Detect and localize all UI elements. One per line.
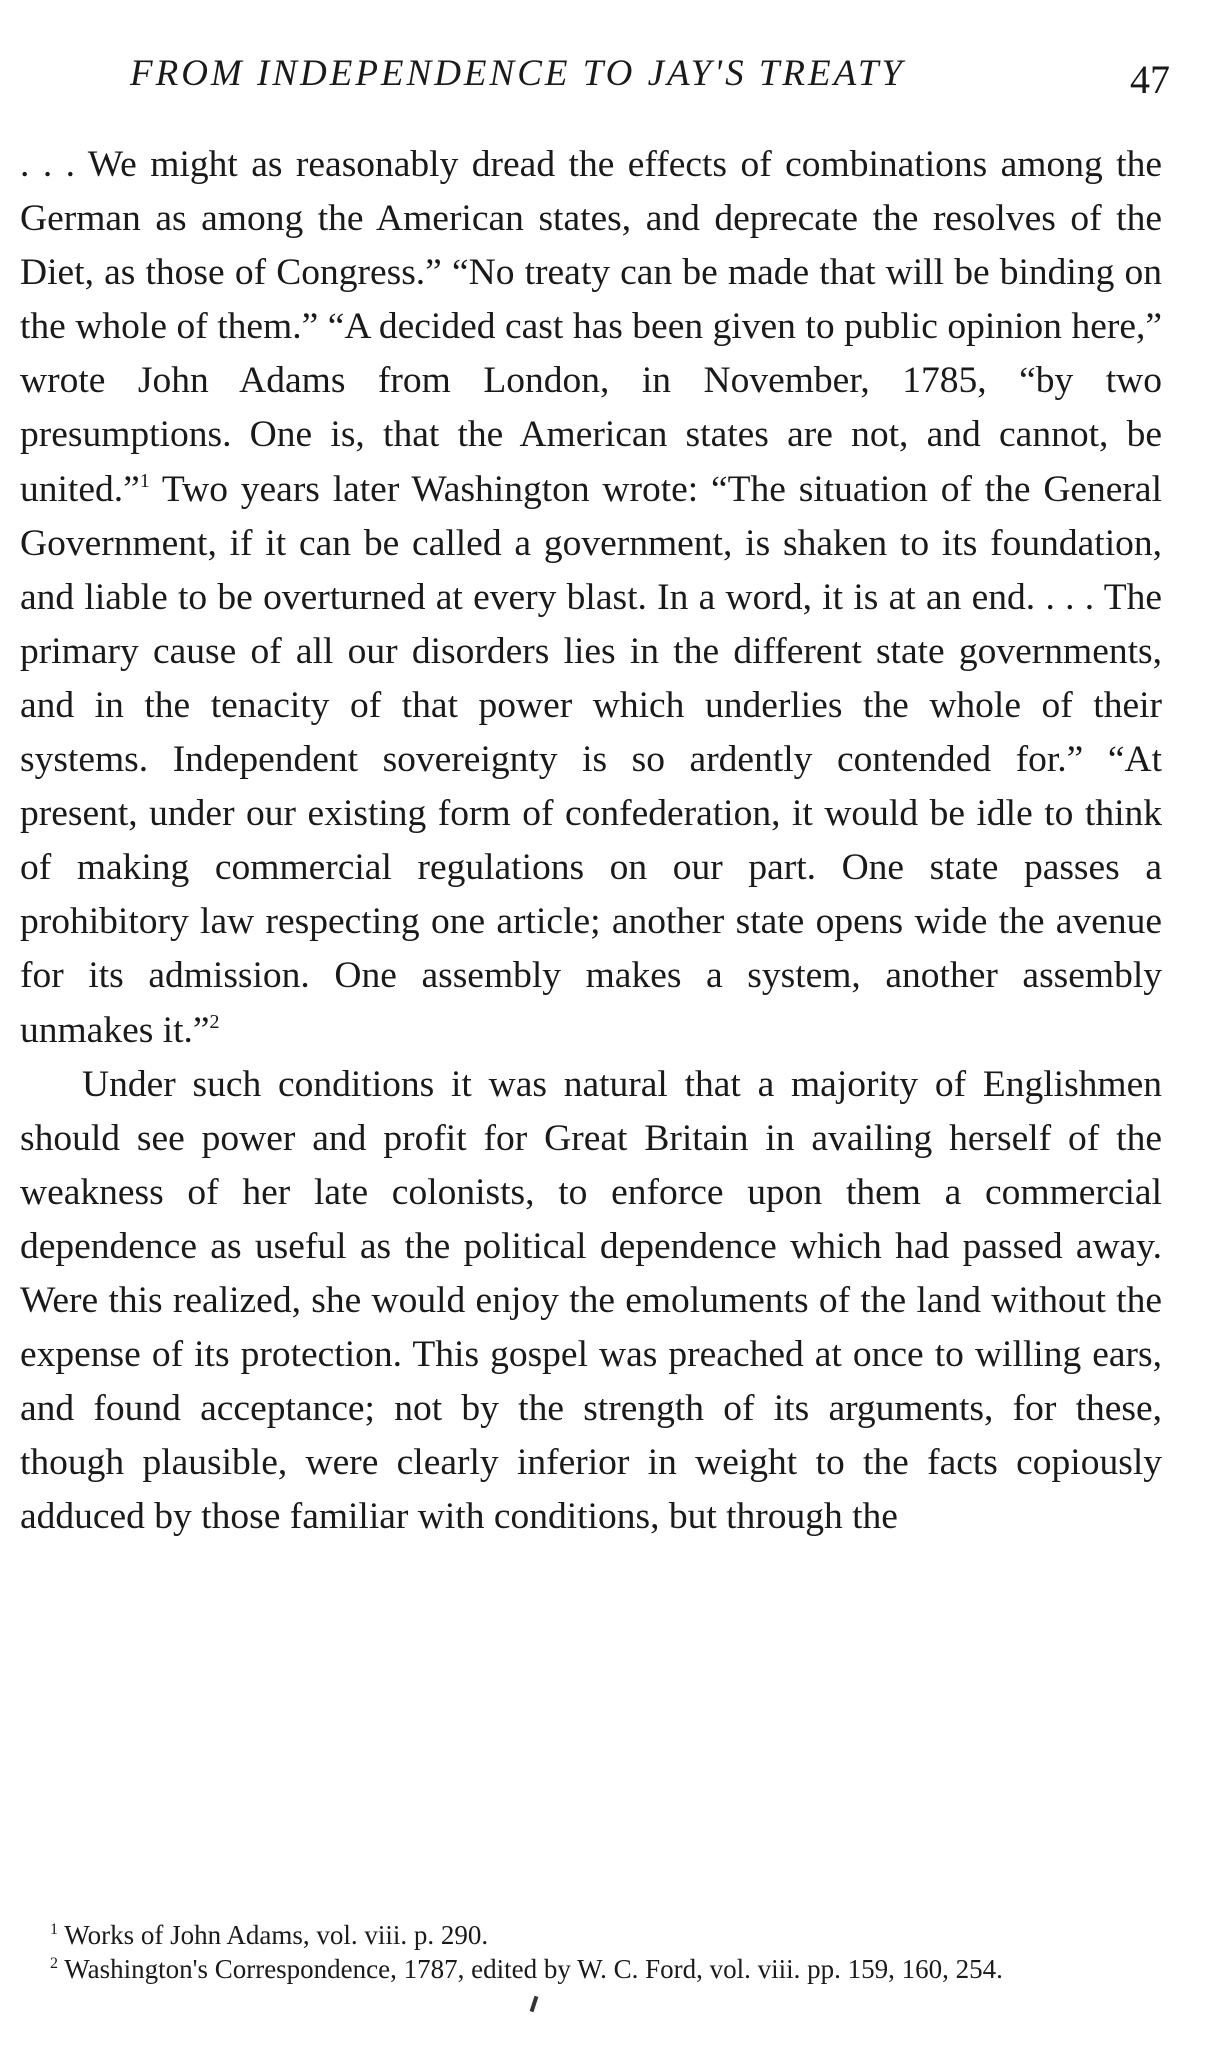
footnote-1 xyxy=(20,1918,1162,1952)
footnote-ref-1: 1 xyxy=(139,469,150,492)
print-speck xyxy=(530,1996,539,2012)
text-segment: Under such conditions it was natural that a majority of Englishmen should see power and profit for Great Britain in availing herself of the weakness of her late colonists, to enforce upon them a commercial dependence as useful as the political dependence which had passed away. Were this realized, she would enjoy the emoluments of the land without the expense of its protection. This gospel was preached at once to willing ears, and found acceptance; not by the strength of its arguments, for these, though plausible, were clearly inferior in weight to the facts copiously adduced by those familiar with conditions, but through the xyxy=(20,1063,1162,1538)
footnote-marker: 1 xyxy=(50,1921,58,1938)
footnotes xyxy=(20,1918,1162,1986)
text-segment: Two years later Washington wrote: “The situation of the General Government, if it can be called a government, is shaken to its foundation, and liable to be overturned at every blast. In a word, it is at an end. . . . The primary cause of all our disorders lies in the different state governments, and in the tenacity of that power which underlies the whole of their systems. Independent sovereignty is so ardently contended for.” “At present, under our existing form of confederation, it would be idle to think of making commercial regulations on our part. One state passes a prohibitory law respecting one article; another state opens wide the avenue for its admission. One assembly makes a system, another assembly unmakes it.” xyxy=(20,468,1162,1051)
paragraph-1 xyxy=(20,138,1162,1058)
footnote-ref-2: 2 xyxy=(209,1010,220,1033)
footnote-marker: 2 xyxy=(50,1955,58,1972)
running-title: FROM INDEPENDENCE TO JAY'S TREATY xyxy=(130,53,905,94)
running-header xyxy=(130,52,1170,112)
footnote-2 xyxy=(20,1952,1162,1986)
footnote-text: Works of John Adams, vol. viii. p. 290. xyxy=(64,1920,489,1950)
page-number: 47 xyxy=(1130,57,1170,102)
footnote-text: Washington's Correspondence, 1787, edited by W. C. Ford, vol. viii. pp. 159, 160, 254. xyxy=(64,1954,1003,1984)
text-segment: . . . We might as reasonably dread the effects of combinations among the German as among the American states, and deprecate the resolves of the Diet, as those of Congress.” “No treaty can be made that will be binding on the whole of them.” “A decided cast has been given to public opinion here,” wrote John Adams from London, in November, 1785, “by two presumptions. One is, that the American states are not, and cannot, be united.” xyxy=(20,144,1162,510)
paragraph-2 xyxy=(20,1058,1162,1545)
body-text xyxy=(20,138,1162,1544)
